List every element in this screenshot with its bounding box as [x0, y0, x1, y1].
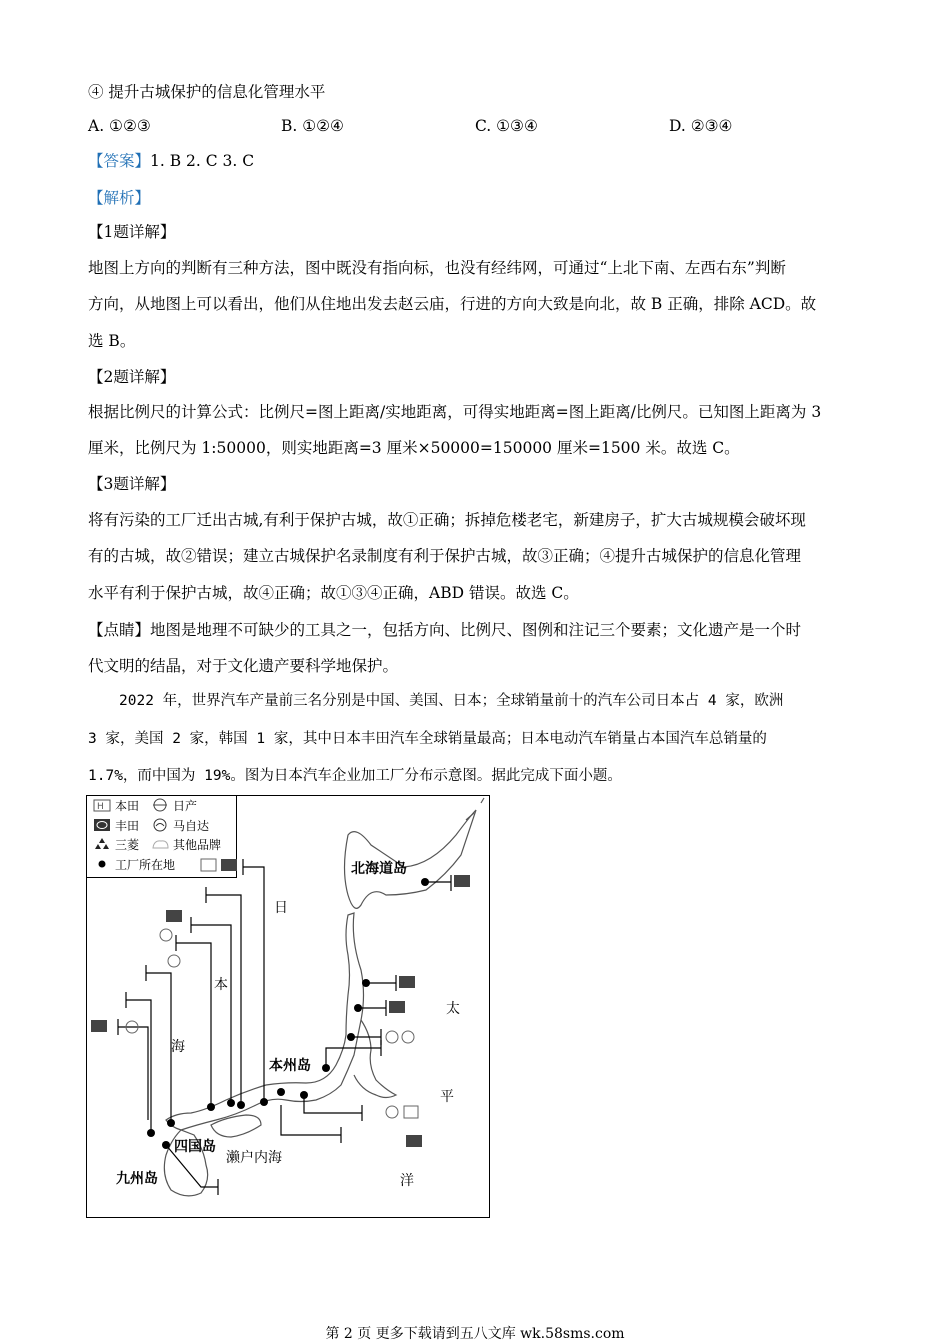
option-b: B. ①②④ [281, 117, 344, 135]
q1-text: 地图上方向的判断有三种方法，图中既没有指向标，也没有经纬网，可通过“上北下南、左西右东”判断 [88, 259, 786, 277]
q3-text: 水平有利于保护古城，故④正确；故①③④正确，ABD 错误。故选 C。 [88, 584, 579, 602]
legend-others: 其他品牌 [173, 838, 222, 852]
q2-heading: 【2题详解】 [88, 368, 176, 386]
passage-text: 3 家，美国 2 家，韩国 1 家，其中日本丰田汽车全球销量最高；日本电动汽车销量占本国汽车总销量的 [88, 731, 767, 747]
question-option-4: ④ 提升古城保护的信息化管理水平 [88, 83, 326, 101]
label-ocean3: 洋 [400, 1173, 414, 1189]
japan-factory-map [86, 795, 490, 1218]
toyota-icon [94, 819, 110, 831]
q1-text: 选 B。 [88, 332, 136, 350]
page-footer: 第 2 页 更多下载请到五八文库 wk.58sms.com [325, 1326, 625, 1342]
legend-mazda: 马自达 [173, 819, 210, 833]
svg-text:H: H [97, 802, 104, 812]
legend-factory: 工厂所在地 [115, 858, 176, 872]
label-sea2: 本 [214, 977, 228, 993]
factory-dot-icon [99, 861, 106, 868]
option-d: D. ②③④ [669, 117, 733, 135]
label-shikoku: 四国岛 [174, 1139, 216, 1155]
q1-text: 方向，从地图上可以看出，他们从住地出发去赵云庙，行进的方向大致是向北，故 B 正确，排除 ACD。故 [88, 295, 817, 313]
passage-text: 2022 年，世界汽车产量前三名分别是中国、美国、日本；全球销量前十的汽车公司日本占 4 家，欧洲 [119, 693, 784, 709]
legend-toyota: 丰田 [115, 819, 140, 833]
legend-mitsubishi: 三菱 [115, 838, 140, 852]
dianjing-text: 【点睛】地图是地理不可缺少的工具之一，包括方向、比例尺、图例和注记三个要素；文化遗产是一个时 [88, 621, 802, 639]
option-a: A. ①②③ [88, 117, 151, 135]
dianjing-text: 代文明的结晶，对于文化遗产要科学地保护。 [88, 657, 399, 675]
passage-text: 1.7%，而中国为 19%。图为日本汽车企业加工厂分布示意图。据此完成下面小题。 [88, 768, 622, 784]
q3-text: 有的古城，故②错误；建立古城保护名录制度有利于保护古城，故③正确；④提升古城保护的信息化管理 [88, 547, 802, 565]
label-ocean1: 太 [446, 1001, 460, 1017]
legend-honda: 本田 [115, 799, 140, 813]
answer-line [88, 151, 254, 171]
q3-heading: 【3题详解】 [88, 475, 176, 493]
label-ocean2: 平 [440, 1089, 454, 1105]
answer-text: 1. B 2. C 3. C [150, 152, 255, 170]
q2-text: 根据比例尺的计算公式：比例尺=图上距离/实地距离，可得实地距离=图上距离/比例尺。已知图上距离为 3 [88, 403, 822, 421]
option-c: C. ①③④ [475, 117, 538, 135]
label-kyushu: 九州岛 [116, 1171, 158, 1187]
q2-text: 厘米，比例尺为 1:50000，则实地距离=3 厘米×50000=150000 厘米=1500 米。故选 C。 [88, 439, 740, 457]
label-honshu: 本州岛 [269, 1058, 311, 1074]
q1-heading: 【1题详解】 [88, 223, 176, 241]
q3-text: 将有污染的工厂迁出古城,有利于保护古城，故①正确；拆掉危楼老宅，新建房子，扩大古城规模会破坏现 [88, 511, 806, 529]
label-sea1: 日 [274, 900, 288, 916]
label-hokkaido: 北海道岛 [351, 861, 407, 877]
answer-tag: 【答案】 [88, 152, 151, 170]
label-sea3: 海 [171, 1039, 185, 1055]
legend-nissan: 日产 [173, 799, 198, 813]
analysis-tag: 【解析】 [88, 189, 151, 207]
label-inland-sea: 濑户内海 [226, 1150, 282, 1166]
